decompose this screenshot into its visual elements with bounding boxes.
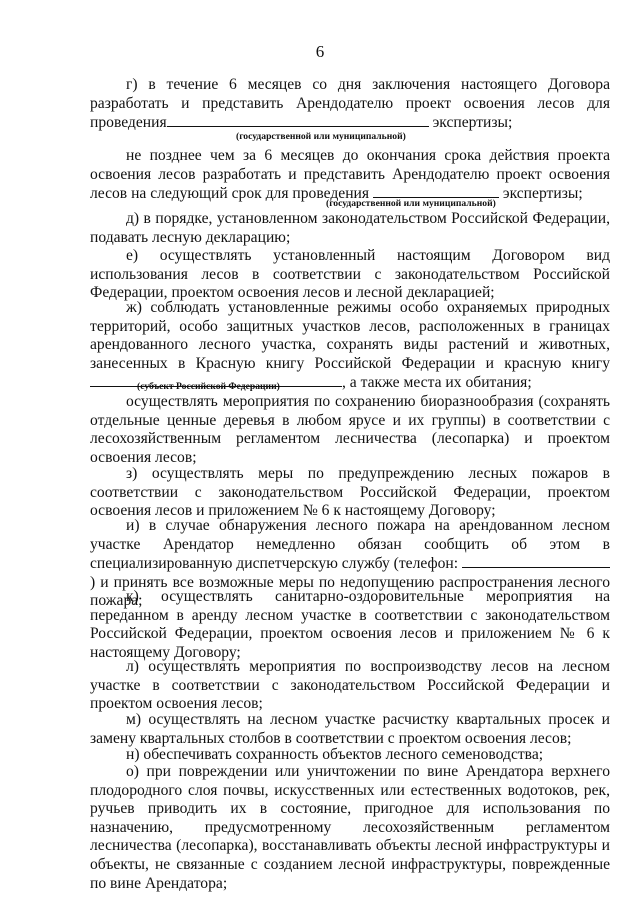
- clause-zh: [90, 299, 610, 393]
- blank-field: [167, 113, 429, 127]
- clause-d: д) в порядке, установленном законодательством Российской Федерации, подавать лесную декларацию;: [90, 210, 610, 246]
- clause-g-next-term: [90, 147, 610, 204]
- clause-g2-text: не позднее чем за 6 месяцев до окончания срока действия проекта освоения лесов разработать и представить Арендодателю проект освоения лесов на следующий срок для проведения: [90, 147, 610, 203]
- clause-g: [90, 76, 610, 133]
- clause-n: н) обеспечивать сохранность объектов лесного семеноводства;: [126, 746, 544, 763]
- clause-g-text: г) в течение 6 месяцев со дня заключения настоящего Договора разработать и представить Арендодателю проект освоения лесов для проведения: [90, 76, 610, 132]
- footnote-label: (государственной или муниципальной): [326, 198, 496, 209]
- footnote-label: (субъект Российской Федерации): [137, 381, 280, 392]
- clause-i-end: ) и принять все возможные меры по недопущению распространения лесного пожара;: [90, 573, 610, 610]
- clause-l: л) осуществлять мероприятия по воспроизводству лесов на лесном участке в соответствии с законодательством Российской Федерации и проектом освоения лесов;: [90, 658, 610, 713]
- clause-m: м) осуществлять на лесном участке расчистку квартальных просек и замену квартальных столбов в соответствии с проектом освоения лесов;: [90, 711, 610, 747]
- clause-o: о) при повреждении или уничтожении по вине Арендатора верхнего плодородного слоя почвы, искусственных или естественных водотоков, рек, ручьев приводить их в состояние, пригодное для использования по назначению, предусмотренному лесохозяйственным регламентом лесничества (лесопарка), восстанавливать объекты лесной инфраструктуры и объекты, не связанные с созданием лесной инфраструктуры, поврежденные по вине Арендатора;: [90, 763, 610, 892]
- clause-g-end: экспертизы;: [432, 114, 513, 132]
- clause-k: к) осуществлять санитарно-оздоровительные мероприятия на переданном в аренду лесном участке в соответствии с законодательством Российской Федерации, проектом освоения лесов и приложением № 6 к настоящему Договору;: [90, 588, 610, 661]
- clause-i-text: и) в случае обнаружения лесного пожара на арендованном лесном участке Арендатор немедленно обязан сообщить об этом в специализированную диспетчерскую службу (телефон:: [90, 517, 610, 573]
- clause-zh-end: , а также места их обитания;: [342, 374, 532, 392]
- clause-biodiversity: осуществлять мероприятия по сохранению биоразнообразия (сохранять отдельные ценные деревья в любом ярусе и их группы) в соответствии с лесохозяйственным регламентом лесничества (лесопарка) и проектом освоения лесов;: [90, 393, 610, 466]
- clause-zh-text: ж) соблюдать установленные режимы особо охраняемых природных территорий, особо защитных участков лесов, расположенных в границах арендованного лесного участка, сохранять виды растений и животных, занесенных в Красную книгу Российской Федерации и красную книгу: [90, 299, 610, 372]
- page-number: 6: [315, 42, 325, 61]
- footnote-label: (государственной или муниципальной): [236, 131, 406, 142]
- clause-z: з) осуществлять меры по предупреждению лесных пожаров в соответствии с законодательством Российской Федерации, проектом освоения лесов и приложением № 6 к настоящему Договору;: [90, 465, 610, 520]
- blank-field-phone: [462, 554, 610, 568]
- clause-e: е) осуществлять установленный настоящим Договором вид использования лесов в соответствии с законодательством Российской Федерации, проектом освоения лесов и лесной декларацией;: [90, 247, 610, 302]
- blank-field: [373, 184, 499, 198]
- clause-g2-end: экспертизы;: [502, 185, 583, 203]
